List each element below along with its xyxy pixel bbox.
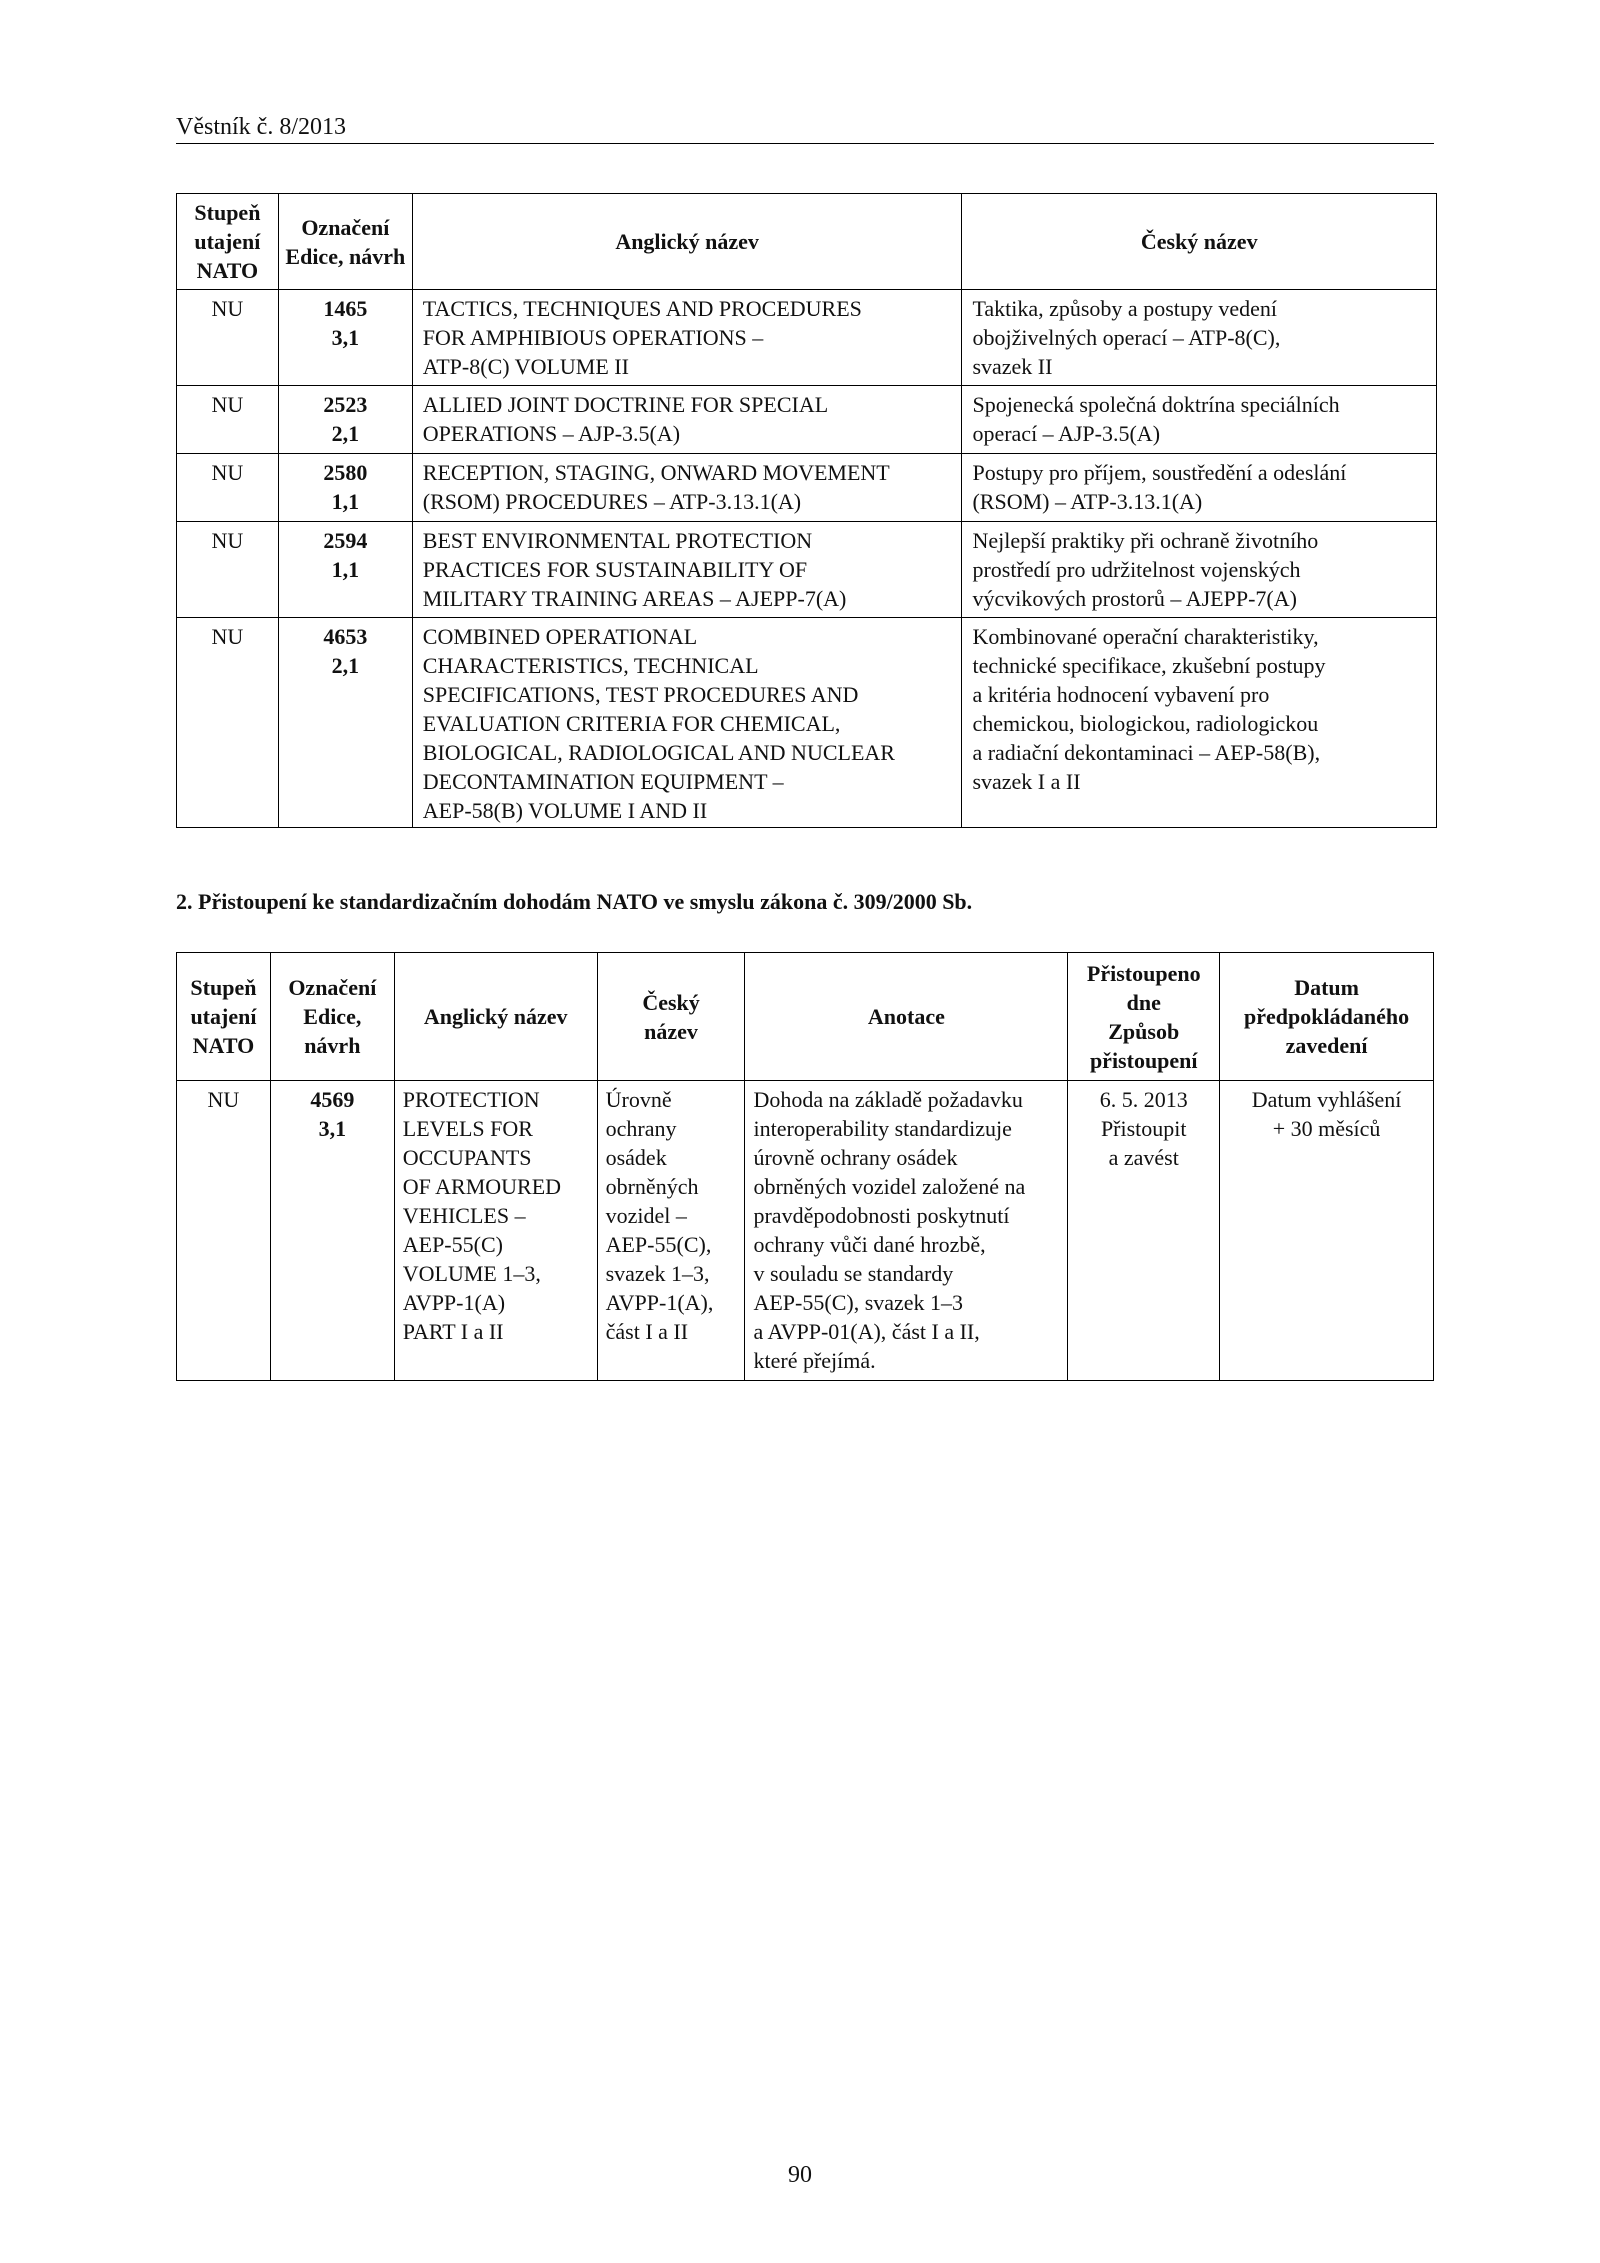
cell-anglicky-nazev: PROTECTION LEVELS FOR OCCUPANTS OF ARMOURED VEHICLES – AEP-55(C) VOLUME 1–3, AVPP-1(A) PART I a II bbox=[394, 1081, 597, 1381]
cell-oznaceni: 4653 2,1 bbox=[278, 618, 412, 828]
cell-oznaceni: 2580 1,1 bbox=[278, 454, 412, 522]
cell-anglicky-nazev: COMBINED OPERATIONAL CHARACTERISTICS, TECHNICAL SPECIFICATIONS, TEST PROCEDURES AND EVALUATION CRITERIA FOR CHEMICAL, BIOLOGICAL, RADIOLOGICAL AND NUCLEAR DECONTAMINATION EQUIPMENT – AEP-58(B) VOLUME I AND II bbox=[412, 618, 962, 828]
cell-stupen: NU bbox=[177, 454, 279, 522]
table-row bbox=[177, 290, 1437, 386]
cell-anglicky-nazev: RECEPTION, STAGING, ONWARD MOVEMENT (RSOM) PROCEDURES – ATP-3.13.1(A) bbox=[412, 454, 962, 522]
cell-anotace: Dohoda na základě požadavku interoperability standardizuje úrovně ochrany osádek obrněných vozidel založené na pravděpodobnosti poskytnutí ochrany vůči dané hrozbě, v souladu se standardy AEP-55(C), svazek 1–3 a AVPP-01(A), část I a II, které přejímá. bbox=[745, 1081, 1068, 1381]
cell-stupen: NU bbox=[177, 618, 279, 828]
cell-stupen: NU bbox=[177, 386, 279, 454]
header-anglicky-nazev: Anglický název bbox=[412, 194, 962, 290]
page-number: 90 bbox=[788, 2162, 812, 2188]
standards-table-1 bbox=[176, 193, 1437, 828]
cell-datum-zavedeni: Datum vyhlášení + 30 měsíců bbox=[1220, 1081, 1434, 1381]
journal-title: Věstník č. 8/2013 bbox=[176, 114, 346, 140]
table-row bbox=[177, 522, 1437, 618]
table-row bbox=[177, 386, 1437, 454]
cell-cesky-nazev: Kombinované operační charakteristiky, technické specifikace, zkušební postupy a kritéria hodnocení vybavení pro chemickou, biologickou, radiologickou a radiační dekontaminaci – AEP-58(B), svazek I a II bbox=[962, 618, 1437, 828]
cell-stupen: NU bbox=[177, 1081, 271, 1381]
cell-oznaceni: 2523 2,1 bbox=[278, 386, 412, 454]
cell-anglicky-nazev: TACTICS, TECHNIQUES AND PROCEDURES FOR AMPHIBIOUS OPERATIONS – ATP-8(C) VOLUME II bbox=[412, 290, 962, 386]
header-cesky-nazev: Český název bbox=[962, 194, 1437, 290]
standards-table-2 bbox=[176, 952, 1434, 1381]
cell-cesky-nazev: Spojenecká společná doktrína speciálních operací – AJP-3.5(A) bbox=[962, 386, 1437, 454]
section-2-heading: 2. Přistoupení ke standardizačním dohodám NATO ve smyslu zákona č. 309/2000 Sb. bbox=[176, 889, 973, 914]
cell-anglicky-nazev: ALLIED JOINT DOCTRINE FOR SPECIAL OPERATIONS – AJP-3.5(A) bbox=[412, 386, 962, 454]
cell-oznaceni: 2594 1,1 bbox=[278, 522, 412, 618]
table-row bbox=[177, 618, 1437, 828]
cell-oznaceni: 4569 3,1 bbox=[270, 1081, 394, 1381]
page-header bbox=[176, 114, 1434, 144]
header-oznaceni: Označení Edice, návrh bbox=[270, 953, 394, 1081]
header-oznaceni: Označení Edice, návrh bbox=[278, 194, 412, 290]
cell-stupen: NU bbox=[177, 522, 279, 618]
header-datum-zavedeni: Datum předpokládaného zavedení bbox=[1220, 953, 1434, 1081]
header-anotace: Anotace bbox=[745, 953, 1068, 1081]
table1-header-row bbox=[177, 194, 1437, 290]
header-cesky-nazev: Český název bbox=[597, 953, 745, 1081]
table-row bbox=[177, 1081, 1434, 1381]
cell-pristoupeno: 6. 5. 2013 Přistoupit a zavést bbox=[1068, 1081, 1220, 1381]
cell-stupen: NU bbox=[177, 290, 279, 386]
cell-anglicky-nazev: BEST ENVIRONMENTAL PROTECTION PRACTICES FOR SUSTAINABILITY OF MILITARY TRAINING AREAS – AJEPP-7(A) bbox=[412, 522, 962, 618]
header-anglicky-nazev: Anglický název bbox=[394, 953, 597, 1081]
cell-oznaceni: 1465 3,1 bbox=[278, 290, 412, 386]
cell-cesky-nazev: Postupy pro příjem, soustředění a odeslání (RSOM) – ATP-3.13.1(A) bbox=[962, 454, 1437, 522]
header-stupen-utajeni: Stupeň utajení NATO bbox=[177, 953, 271, 1081]
cell-cesky-nazev: Nejlepší praktiky při ochraně životního prostředí pro udržitelnost vojenských výcvikových prostorů – AJEPP-7(A) bbox=[962, 522, 1437, 618]
table-row bbox=[177, 454, 1437, 522]
cell-cesky-nazev: Taktika, způsoby a postupy vedení obojživelných operací – ATP-8(C), svazek II bbox=[962, 290, 1437, 386]
header-pristoupeno: Přistoupeno dne Způsob přistoupení bbox=[1068, 953, 1220, 1081]
table2-header-row bbox=[177, 953, 1434, 1081]
header-stupen-utajeni: Stupeň utajení NATO bbox=[177, 194, 279, 290]
cell-cesky-nazev: Úrovně ochrany osádek obrněných vozidel – AEP-55(C), svazek 1–3, AVPP-1(A), část I a II bbox=[597, 1081, 745, 1381]
